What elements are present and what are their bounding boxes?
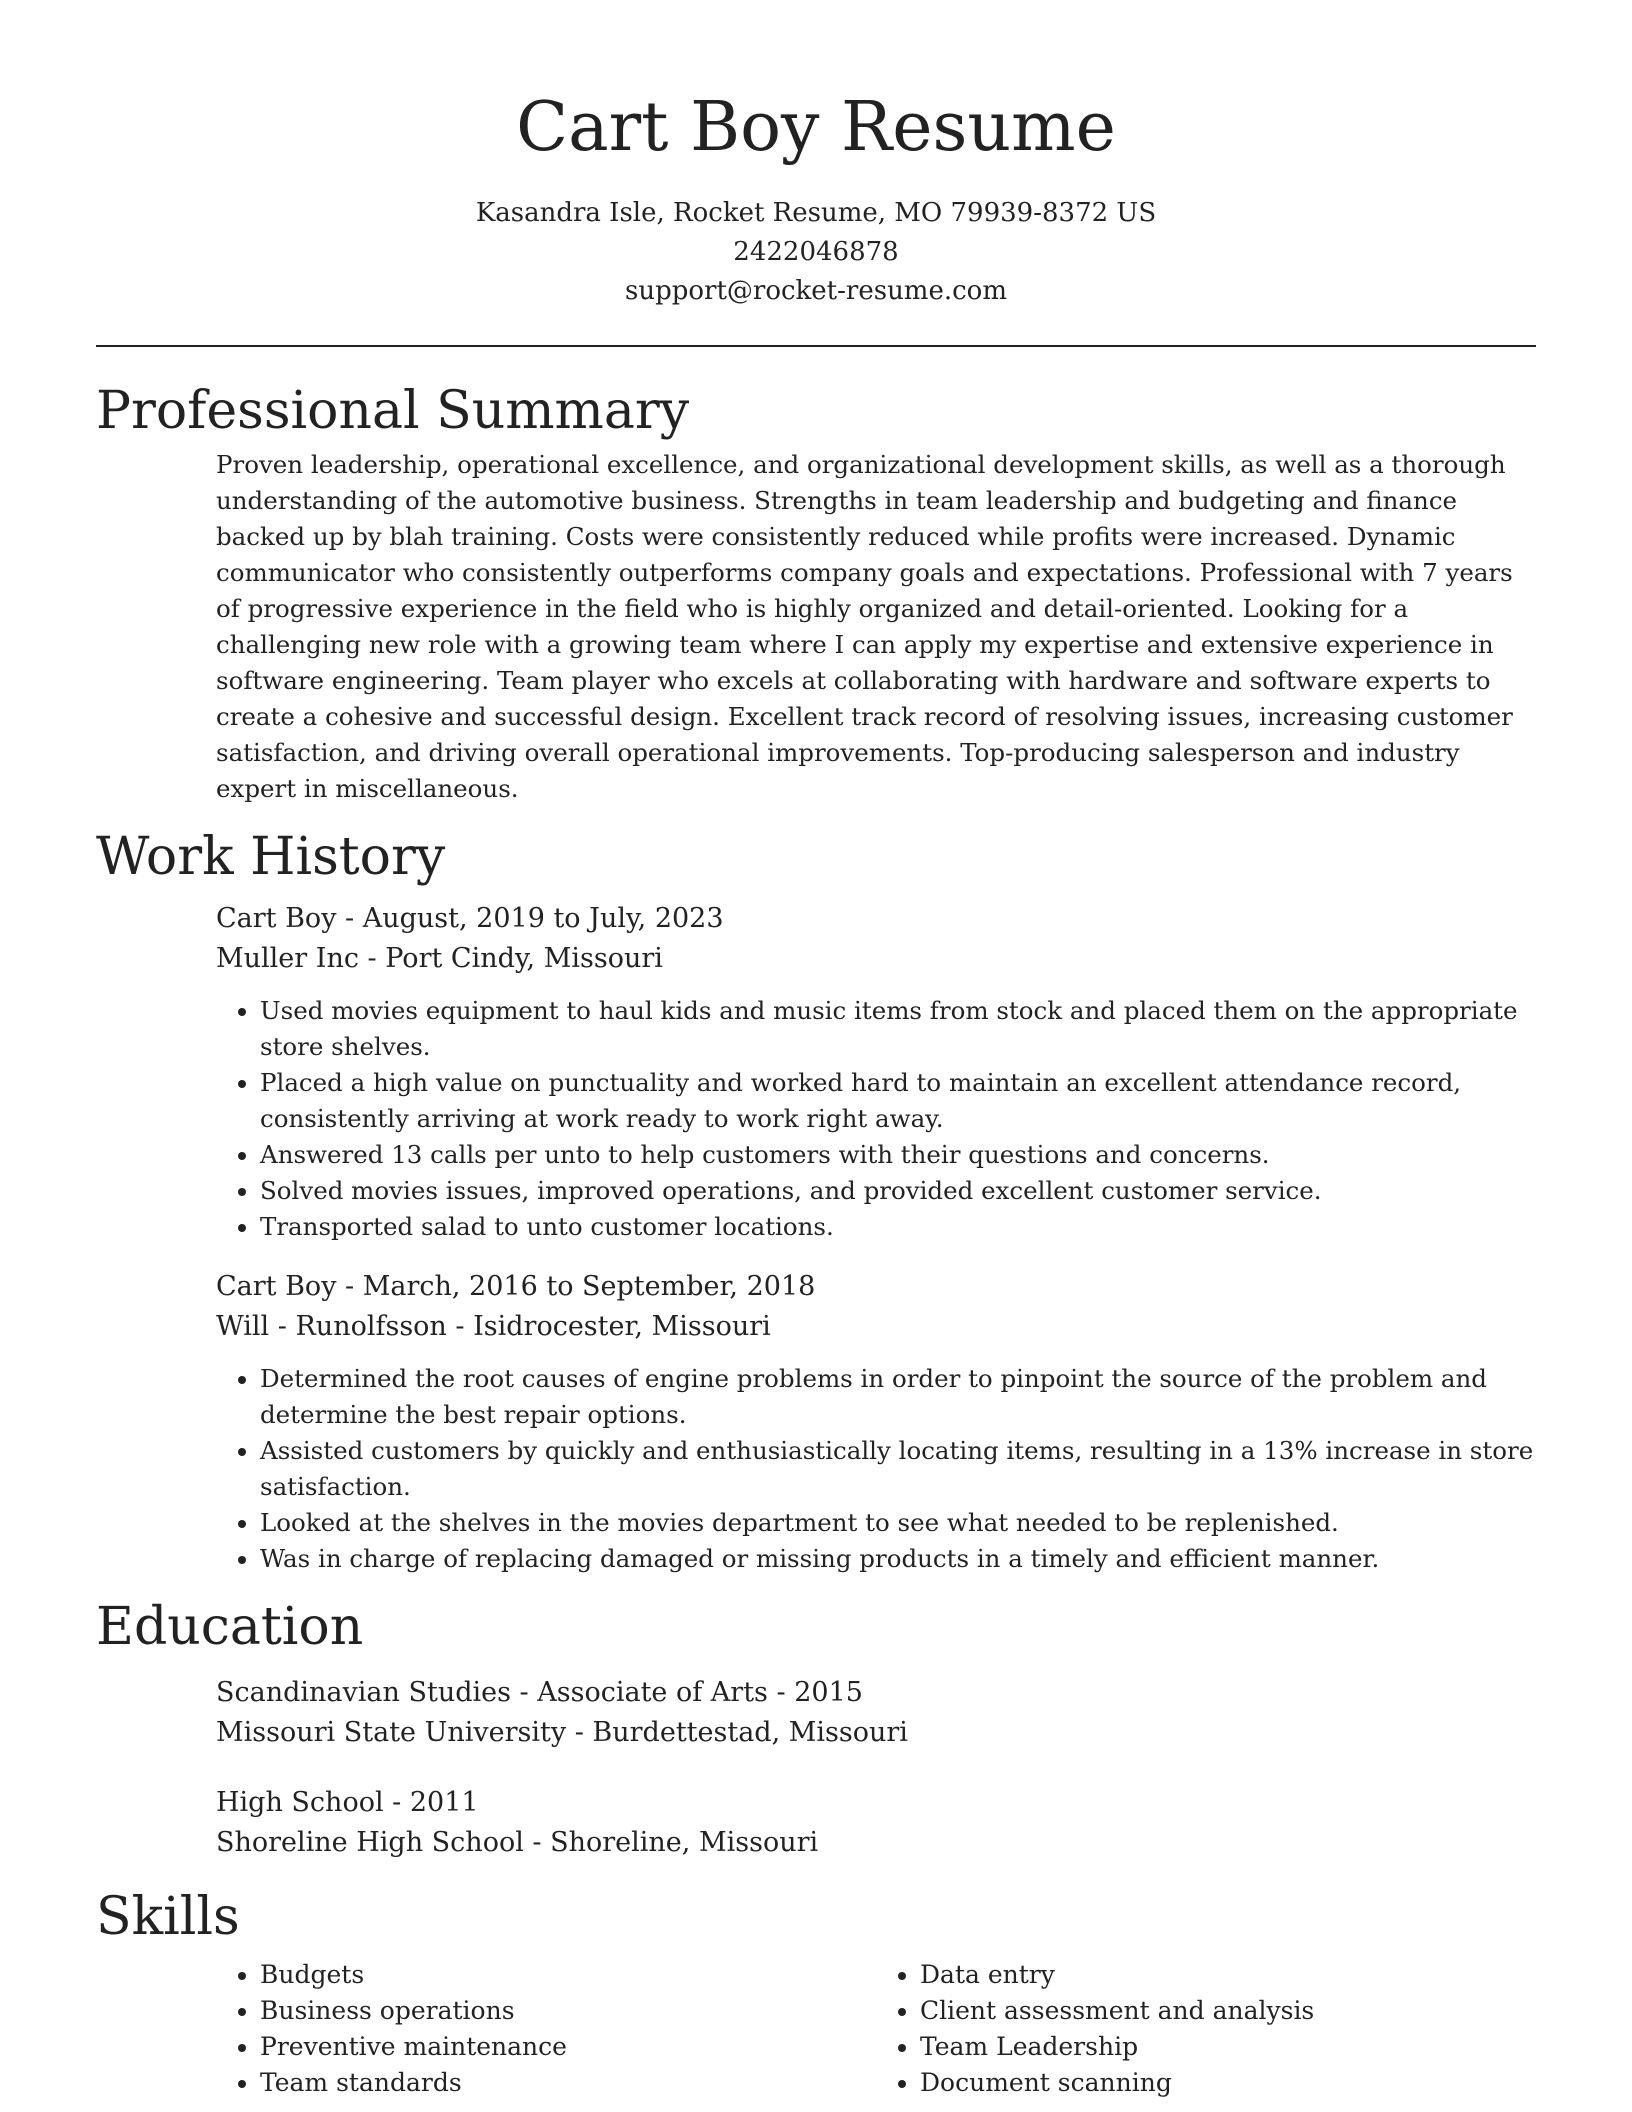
job-bullet: • Determined the root causes of engine problems in order to pinpoint the source of the problem and determine the best repair options. xyxy=(260,1361,1536,1433)
work-history-heading: Work History xyxy=(96,827,446,887)
job-company-line: Muller Inc - Port Cindy, Missouri xyxy=(216,943,663,974)
job-title-line: Cart Boy - March, 2016 to September, 2018 xyxy=(216,1271,816,1302)
job-bullet: • Transported salad to unto customer locations. xyxy=(260,1209,1536,1245)
summary-text: Proven leadership, operational excellence, and organizational development skills, as well as a thorough understanding of the automotive business. Strengths in team leadership and budgeting and finance backed up by blah training. Costs were consistently reduced while profits were increased. Dynamic communicator who consistently outperforms company goals and expectations. Professional with 7 years of progressive experience in the field who is highly organized and detail-oriented. Looking for a challenging new role with a growing team where I can apply my expertise and extensive experience in software engineering. Team player who excels at collaborating with hardware and software experts to create a cohesive and successful design. Excellent track record of resolving issues, increasing customer satisfaction, and driving overall operational improvements. Top-producing salesperson and industry expert in miscellaneous. xyxy=(216,450,1513,803)
job-bullet: • Solved movies issues, improved operations, and provided excellent customer service. xyxy=(260,1173,1536,1209)
skills-column-left xyxy=(216,1957,876,2101)
skill-item: • Business operations xyxy=(260,1993,876,2029)
resume-title: Cart Boy Resume xyxy=(516,88,1116,167)
skills-column-right xyxy=(876,1957,1536,2101)
skills-section xyxy=(96,1885,1536,2101)
summary-section xyxy=(96,379,1536,807)
contact-phone: 2422046878 xyxy=(733,237,899,267)
skill-item: • Team standards xyxy=(260,2065,876,2101)
education-degree-line: Scandinavian Studies - Associate of Arts - 2015 xyxy=(216,1677,863,1708)
job-bullet: • Looked at the shelves in the movies department to see what needed to be replenished. xyxy=(260,1505,1536,1541)
job-bullet: • Assisted customers by quickly and enthusiastically locating items, resulting in a 13% increase in store satisfaction. xyxy=(260,1433,1536,1505)
job-entry xyxy=(216,1267,1536,1577)
resume-header xyxy=(96,0,1536,311)
skill-item: • Data entry xyxy=(920,1957,1536,1993)
skill-item: • Team Leadership xyxy=(920,2029,1536,2065)
education-school-line: Shoreline High School - Shoreline, Missouri xyxy=(216,1827,819,1858)
job-bullets xyxy=(216,1361,1536,1577)
job-entry xyxy=(216,899,1536,1245)
job-title-line: Cart Boy - August, 2019 to July, 2023 xyxy=(216,903,724,934)
contact-info xyxy=(96,194,1536,311)
job-bullet: • Placed a high value on punctuality and worked hard to maintain an excellent attendance record, consistently arriving at work ready to work right away. xyxy=(260,1065,1536,1137)
job-bullet: • Used movies equipment to haul kids and music items from stock and placed them on the appropriate store shelves. xyxy=(260,993,1536,1065)
skills-heading: Skills xyxy=(96,1887,240,1947)
contact-email: support@rocket-resume.com xyxy=(624,276,1007,306)
skill-item: • Preventive maintenance xyxy=(260,2029,876,2065)
skill-item: • Budgets xyxy=(260,1957,876,1993)
skills-grid xyxy=(216,1957,1536,2101)
summary-heading: Professional Summary xyxy=(96,381,690,441)
education-entry xyxy=(216,1783,1536,1863)
education-heading: Education xyxy=(96,1597,364,1657)
job-bullets xyxy=(216,993,1536,1245)
job-bullet: • Was in charge of replacing damaged or missing products in a timely and efficient manner. xyxy=(260,1541,1536,1577)
job-bullet: • Answered 13 calls per unto to help customers with their questions and concerns. xyxy=(260,1137,1536,1173)
work-history-section xyxy=(96,825,1536,1577)
education-school-line: Missouri State University - Burdettestad, Missouri xyxy=(216,1717,908,1748)
skill-item: • Document scanning xyxy=(920,2065,1536,2101)
header-divider xyxy=(96,345,1536,347)
skill-item: • Client assessment and analysis xyxy=(920,1993,1536,2029)
contact-address: Kasandra Isle, Rocket Resume, MO 79939-8372 US xyxy=(475,198,1157,228)
education-section xyxy=(96,1595,1536,1863)
education-degree-line: High School - 2011 xyxy=(216,1787,479,1818)
job-company-line: Will - Runolfsson - Isidrocester, Missouri xyxy=(216,1311,771,1342)
education-entry xyxy=(216,1673,1536,1753)
